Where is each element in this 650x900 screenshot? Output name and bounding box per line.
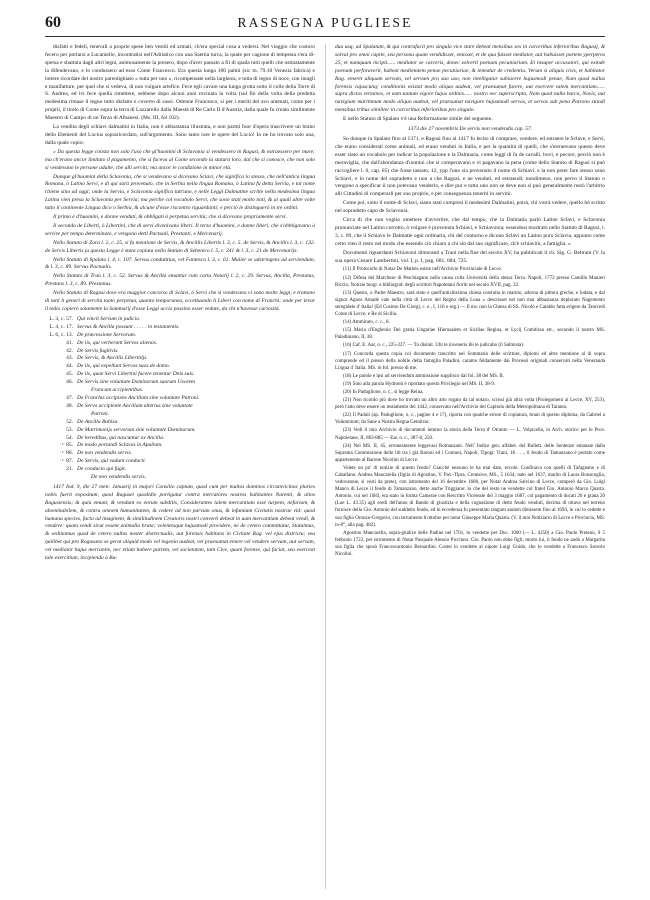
- paragraph: La vendita degli schiavi dalmatini in Italia, non è abbastanza illustrata, e non parmi fuor d'opera trascrivere un brano dello Elementi del Lucius sopraricordato, sull'argomento. Sono tanto rare le opere del Lucio! Io ne ho trovato solo una, dalla quale copio:: [45, 124, 315, 146]
- law-reference: 54.: [66, 434, 73, 441]
- law-list-item: [45, 355, 315, 363]
- page-number: 60: [45, 14, 61, 31]
- law-reference: 42.: [66, 347, 73, 354]
- law-title: De conducto qui fugit.: [77, 466, 127, 473]
- header-rule: [45, 36, 605, 37]
- law-title: Qui vincit Servum in judicio.: [77, 315, 141, 322]
- law-reference: 43.: [66, 355, 73, 362]
- footnote: (12) Difesa del Marchese di Peschiagano nella causa colla Università della stessa Terra. Napoli, 1772 presso Camillo Manieri Riccio, Notizie biogr. e bibliograf. degli scrittori Napoletani fioriti nel secolo XVII, pag. 32.: [335, 275, 605, 288]
- paragraph: Come poi, sotto il nome di Sclavi, siano stati compresi li medesimi Dalmatini, potrà, chi vorrà vedere, quello hò scritto nel sopradetto capo de Sclavonia.: [335, 200, 605, 215]
- page-header: [45, 14, 605, 36]
- law-title: De Servis sine voluntate Dominorum suorum Uxorem: [77, 379, 196, 386]
- footnote: (17) Concorda questa copia col documento trascritto nel Sommario delle scritture, diplomi ed altre mentione al di sopra comprende ed il presso della nobile della famiglia Paladini, caramo feldamente dai Processi originali conservati nella Veneranda Lingua d' Italia. MS. in fol. presso di me.: [335, 351, 605, 371]
- law-title: De Servo accipiente Ancillam alterius sine voluntate: [77, 402, 193, 409]
- law-reference: ☞ 86.: [59, 450, 73, 457]
- law-list-item: [45, 348, 315, 356]
- law-list-item: [45, 442, 315, 450]
- footnote: (16) Caf. E. Aar, o. c., 225-227. — Tu disinit. Ubi te inveneris ibi te judicabo (il Salmista).: [343, 343, 525, 349]
- quotation: « Da questa legge consta non solo l'uso che gl'huomini di Sclavonia si vendessero in Ragusi, & estraessero per mare; ma ch'erano ancor limitato il pagamento, che si faceva al Conte secondo la statura loro, dal che si conosce, che non solo si vendevano le persone adulte, che alli serviti; ma ancor le condizione in minor età.: [45, 148, 315, 171]
- law-title: Patroni.: [91, 410, 109, 417]
- law-reference: 46.: [66, 379, 73, 386]
- quotation: dua usq; ad Spalatum, & qui contrafacit pro singula vice stare debeat mensibus sex in carceribus inferioribus Ragusij, & solvat pro omni capite, seu persona quam vendidisset, emisset, et de qua fuisset mediator, aut habuisset partem yperperos 25, et numquam incipit...... mediator se carceris, donec solverit poenam pecuniariam. Et insuper accusatori, qui exinde poenam perforaverit, habeat medietatem penae pecuniariae, & teneatur de credentia. Verum si aliquis civis, et habitator Rag. emeret aliquam servam, vel servum pro suo uso, non intelligatur subiacere hujusmodi penae, Nam quod nullus forensis cujuscunq; conditionis existat modo aliquo audeat, vel praesumat facere, aut exercere talem mercantiam...... supra dictos terminos, et eam tantum vigore hujus ordinis...... nostro nec superscripta, Nam quod nulla barca, Navis, aut navigium maritimum modo aliquo audeat, vel praesumat navigare hujusmodi servos, et servas sub pena Patrono standi mensibus tribus similiter in carceribus inferioribus pro singulo.: [335, 44, 605, 114]
- law-title: De iis, qui verberant Servos alienos.: [77, 339, 158, 346]
- paragraph: disfatti e fedeli, tenevali a proprie spese ben vestiti ed armati, ch'era special cosa a vedersi. Nel viaggio che costoro fecero per portarsi a Lucaniello, incontratisi nell'Adriatico con una Saettia turca, la quale per cagione di tempesta s'era di-spersa e sbattuta dagli altri legni, animosamente la presero, dopo d'aver passato a fil di spada tutti quelli che ostinatamente la difendevano, e lo condussero ad esso Conte Francesco. Era questa lunga 100 palmi (sic m. 79.10 Venezia fabrica) e lottere ricordate del nostro parentighiato « tutta per uno », ricompensate nella largheza, e tutta di legno di noce, con intagli e manifatture, per quel che si vedeva, di non vulgare artefice. Fece egli cavare una lunga grotta sotto il colle della Torre di S. Andrea, ed ivi fece quella rimettere, sebbene dopo alcuni anni rovinata la volta (sul fin della volta della predetta medesima rimase il legno tutto disfatto e coverto di sassi. Ottenne Francesco, si per i meriti del avo antenati, come per i proprii, il titolo di Conte sopra la terra di Lazzarello dalla Maestà di Re Carlo II d'Austria, dalla quale fu creato similmente Maestro di Campo di un Terzo di Albanesi. (Ms. III, fol 102).: [45, 44, 315, 122]
- paragraph: Documenti riguardanti Schiavoni dimoranti a Trani nella fine del secolo XV, ha pubblicati il ch. Sig. G. Beltrani (V. la sua opera Cesare Lambertini, vol. I, p. I, pag. 681, 684, 725.: [335, 249, 605, 264]
- paragraph: Circa di che non voglio omettere d'avvertire, che dal tempo, che la Dalmatia parlò Latine Sclavi, e Sclavonia pronunciate nel Latino corrotto, ò volgare è provenuta Schiavi, e Schiavonia; essendosi mostrato nello Statuto di Ragusi, l. 3, c. 89, che il Schiavo le Dalmatie ogni ordinaria, chi del contorno e dicono Sclavi un Latino puro Sclavia, appunto come certo vien il resto nel modo che essendo ciò chiaro a chi sin dal suo significato, ch'è schiavitù, a famiglia. »: [335, 217, 605, 247]
- footnote: (20) In Paduglione, o. c., si legge Reina.: [343, 389, 424, 395]
- law-reference: 48.: [66, 402, 73, 409]
- quotation: Il primo è d'huomini, e donne venduti, & obbligati à perpetua servitù; che si dicevano propriamente servi.: [53, 214, 287, 221]
- law-list-item: [45, 458, 315, 466]
- quotation: Nello Statuto di Ragusi dove era maggior concorso di Sclavi, ò Servi che si vendevano vi sono molte leggi, e trattano di tutti li generi di servitù tanto perpetua, quanto temporanea, eccettuando li Liberi con nome di Franchi; onde per levar il tedio copierò solamente la Sommarij d'esse Leggi accio possino esser vedute, da chi n'havesse curiosità.: [45, 290, 315, 312]
- law-title: De præcessione Servorum.: [77, 331, 137, 338]
- law-reference: 47.: [66, 394, 73, 401]
- law-title: De non vendendis servis.: [91, 474, 146, 481]
- footnote: Volete un po' di notizie di questo feudo? Giacchè nessuno le ha mai date, eccole. Confinava con quelli di Tafagnano e di Caballano. Andrea Mancarella (figlio di Agostino, V. Pav.-Tipra, Cremsive, MS., 5 1634, nato nel 1637, marito di Laura Bonacoglia, vedovatone, si vesti da prete), con istromento del 16 decembre 1686, per Notar Andrea Salvino di Lecce, comperò da Gio. Luigi Manco di Lecce il feudo di Tamanzano, detto anche Triggiano: lo che del resto ne vendette col fratel Gio. Antonio Marco Quarta. Antonio, cui nel 1683, era stato in forma Camerae con Rescritto Vicereale del 3 maggio 1687, col pagamento di ducati 20 e grana 20 (Lue L. 43.35) agli eredi dell'anno di Bando di giustizia e della cognazione di detto feudo venduti, decima di ottava nel terreno fornisce della Gio. Antonio del suddetto feudo, ed in eccedenza fu presentato tangum aiulem dimissem fino al 1694, in cui lo cedette e suo figlio Oronzo-Gregorio, con istrumento 8 ottobre per notar Giuseppe Maria Quarta. (V. il mio Notiziario di Lecce e Provincia, MS. in-8°, alla pag. 482).: [335, 465, 605, 528]
- law-reference: 52.: [66, 418, 73, 425]
- law-title: Francam accipientibus.: [91, 387, 144, 394]
- quotation: Il secondo de Liberti, ò Libertini, che di servi divenivano liberi. Il terzo d'huomini, e donne liberi, che s'obbligavano à servire per tempo determinato, e vengono detti Pactuali, Prestanti, e Mercenarij.: [45, 222, 315, 237]
- right-column: [335, 44, 605, 892]
- law-list: [45, 316, 315, 482]
- law-list-item: [45, 395, 315, 403]
- quotation: Nello Statuto di Zara l. 2, c. 25, si fa mentione de Servis, & Ancillis Libertis l. 3, c. 5. de Servis, & Ancillis l. 3, c. 132. de Servis Libertis ja questa Legge è stata copiata nello Statuto di Sebenico l. 5, c. 341 & l. 3, c. 21 de Mercenarijs.: [45, 239, 315, 254]
- footnote: (11) Il Protocollo di Notar De Matteis esiste nell'Archivio Provinciale di Lecce.: [343, 267, 503, 273]
- section-heading: 1373 die 27 novembris De servis non vendendis cap. 57.: [407, 126, 533, 133]
- law-list-item: [45, 466, 315, 474]
- footnote: (14) Ammirato, c. c., 8.: [343, 320, 390, 326]
- footnote: (23) Vedi il mio Archivio di documenti intorno la storia della Terra d' Otranto — L. Volpicella, in Arch. storico per le Prov. Napoletane, II, 883-885 — Ear. o. c., 387-8, 250.: [335, 428, 605, 441]
- law-reference: L. 6, c. 13.: [49, 331, 73, 338]
- footnote: (18) Le parole e ipsi ad serviendum ammissione supplisco dal fol. 38 del MS. II.: [343, 373, 504, 379]
- law-reference: ☞ 87.: [59, 458, 73, 465]
- law-title: Servus & Ancilla possunt . . . . . in testamentis.: [77, 323, 180, 330]
- law-list-item: [45, 316, 315, 324]
- law-list-item: [45, 427, 315, 435]
- quotation: Nello Statuto di Traù l. 3, c. 52. Servus & Ancilla emantur cum carta Notarij l. 2, c. 29. Servus, Ancilla, Prestatus, Prestans l. 3, c. 89. Prestanus.: [45, 273, 315, 288]
- law-reference: 45.: [66, 371, 73, 378]
- law-list-item: [45, 419, 315, 427]
- law-title: De non vendendis servis.: [77, 450, 132, 457]
- law-list-item: [45, 435, 315, 443]
- paragraph: So dunque in Spalato fino al 1371, e Ragusi fino al 1417 fu lecito di comprare, vendere, ed estraere le Sclave, e Servi, che erano considerati come animali, ed erano venduti in Italia, e per la quantità di quelli, che s'estraevano questo deve esser stato un vocabolo per indicar la popolazione e la Dalmazia, come leggi di fa de cavalli, bovi, e pecore, perciò non è meraviglia, che dall'abondanza d'uomini che si comperavano e vi pagavano la pena (come dello Statuto di Ragusi si può raccogliere l. 6, cap. 85) che fosse tassato, 12, ypp l'uno sia provenuto il nome di Schiavi, e la non poter fare stesso sono Schiavi, e lo nome del sopradetto e non a che Ragusi, e ne venduti, ed estraendi; nondimeno, non pervo il Statuto o vengono a specificar il non potevano venderlo, e dire pur e tutto uno non se deve non si può generalmente restò l'arbitrio alli Cittadini di comperarli per suo proprio, e per conseguenza teneriti in servitù.: [335, 135, 605, 198]
- quotation: Dunque gl'huomini della Sclavonia, che si vendevano si dicevano Sclavi, che significa lo stesso, che nell'antica lingua Romana, ò Latino Servi, e di qui sarà provenuto, che in Serbia nella lingua Romana, ò Latina fu detta Servia, e tal nome ritiene sino ad oggi; onde la Servia, e Sclavonia significa tutt'uno, e nelle Leggi Dalmatine scritte nella medesima lingua Latina vien presa la Sclavonia per Servia; ma perche col vocabolo Servi, che sono stati molto noti, & ai quali altre volte tutto il continente Lingua dico o Serbia, & alcune d'esse riscontro riguardanti; e perciò le distinguerò in tre ordini.: [45, 173, 315, 212]
- law-title: De Matrimonijs servorum sine voluntate Dominorum.: [77, 426, 196, 433]
- law-list-item: [45, 332, 315, 340]
- quotation: Nello Statuto di Spalato l. 4, c. 107. Servus condutitius, vel Fantesca l. 3, c. 61. Mulier se adstringens ad serviendum, & l. 3, c. 89. Servus Pactualis.: [45, 256, 315, 271]
- paragraph: E nello Statuto di Spalato v'è una Reformatione simile del seguente.: [343, 116, 493, 123]
- running-title: RASSEGNA PUGLIESE: [237, 15, 413, 30]
- law-reference: [45, 387, 77, 395]
- law-list-item: [45, 363, 315, 371]
- law-list-item: [45, 450, 315, 458]
- law-title: De iis, qui expellunt Servos suos de domo.: [77, 363, 171, 370]
- law-reference: ☞ 85.: [59, 442, 73, 449]
- law-list-item: [45, 340, 315, 348]
- law-reference: L. 3, c. 57.: [49, 315, 73, 322]
- law-title: De iis, quae Servi Libertini facere tenentur Dnis suis.: [77, 371, 195, 378]
- law-reference: [45, 474, 77, 482]
- law-reference: [45, 411, 77, 419]
- footnote: (21) Non ricordo più dove ho trovato un altro atto rogato da tal notaro, scrissi già altra volta (Prolegomeni ai Lecce, XV, 253), però l'atto deve essere un testamento del 1442, conservato nell'Archivio del Capitolo della Metropolitana di Taranto.: [335, 398, 605, 411]
- left-column: [45, 44, 315, 892]
- law-reference: 21.: [66, 466, 73, 473]
- footnote: (24) Nel MS. II, 45, erroneamente leggevasi Romanzani. Nell' Indice gen. alfabet. del Bullett. delle Sentenze emanate dalla Suprema Commissione delle liti tra i già Baroni ed i Comuni, Napoli, Tipogr. Trani, 18 . . ., il feudo di Tamanzano è portato come appartenente al Barone Nicolini di Lecce.: [335, 443, 605, 463]
- law-title: De modo portandi Sclavos in Apuliam.: [77, 442, 163, 449]
- law-title: De Servis, qui vadunt conducti.: [77, 458, 147, 465]
- law-list-item: [45, 379, 315, 387]
- law-list-item: [45, 371, 315, 379]
- law-reference: 41.: [66, 339, 73, 346]
- column-divider: [325, 44, 326, 889]
- footnote: (22) Il Paduli (ap. Paduglione, o. c., pagine 4 e 17), riporta con qualche errore di copiatura, brani di questo diploma, da Gabriel a Volumnium; da Sane a Nostra Regna Gemitras.: [335, 413, 605, 426]
- law-list-item: [45, 403, 315, 411]
- law-title: De Servis fugitivis.: [77, 347, 119, 354]
- law-list-item: [45, 474, 315, 482]
- law-title: De Servis, & Ancillis Libertitijs.: [77, 355, 148, 362]
- law-reference: L. 4, c. 17.: [49, 323, 73, 330]
- footnote: (15) Maria d'Enghenio Dei gratia Ungariae Hierusalem et Siciliae Regina, et Lycij Comitissa etc., secondo il nostro MS. Paladiniano, II, 38.: [335, 328, 605, 341]
- law-reference: 53.: [66, 426, 73, 433]
- quotation: 1417 Ind. 9, die 27 men: Januarij in majori Consilio captum, quod cum per multos dominos circumvicinos pluries nobis fuerit expositum, quod Ragusei quodidie portigatur contra mercatores nostros habitantes Narenti, & altos Ragusiensis; & quia emunt, & vendunt ex eorum subditis, Considerantes talem mercantiam esse turpem, nefariam, & abominabilem, & contra omnem humanitatem, & cedere ad non parvum onus, & infamiam Civitatis nostrae vid: quod humana species, facta ad imaginem, & similitudinem Creatoris nostri converti debeat in uam mercantiam debeat vendi, & vendere: quam vendi sicut essent animalia bruta; volentesque hujusmodi providere, ne de cetero committatur, Statuimus, & ordinamus quod de cetero nullus noster distrectualis, aut forensis habitans in Civitate Rag. vel ejus districtu; seu quilibet qui pro Rogusano se gerat aliquid modo vel ingenio audeat, vel praesumat emere vel vendere servum, aut servam, vel mediator hujus mercantie, nec etiam habere partem, vel societatem, tam Cive, quam forense, qui faciat, seu exerceat tale exercitium, incipiendo à Bu-: [45, 483, 315, 562]
- law-list-item: [45, 387, 315, 395]
- law-reference: 44.: [66, 363, 73, 370]
- footnote: Agostino Mancarella, sopra-giudice delle Padine nel 1701, lo vendette per Duc. 1000 (— L. 4250) a Gio. Paolo Preteno, il 5 febbraio 1722, per istromento di Notar Pasquale Alessio Piccinno. Gio. Paolo non ebbe figli; morto lui, il feudo ne andò a Margarita sua figlia che sposò Francescantonio Bernardini. Costei lo vendette al nipote Luigi Guido, che lo vendette a Francesco Saverio Nicolini.: [335, 530, 605, 558]
- law-list-item: [45, 411, 315, 419]
- footnote: (13) Questo, o Padre Maestro, sarà stato e quell'antichissima chiesa costruita in marmo, adorna di pittura greche, e lodata, e dal signor Agnus Amadè vale nella città di Lecce del Regno della Luna » descrisset nel non mai abbastanza deplorato Nagemento seregidele d' Italia! (Ed Cosimo De Giorgi, c. e., I, 118 e seg.) — Il ms. non la Chiesa di SS. Nicolò e Cataldo fatta erigere da Tancredi Conte di Lecce, e Re di Sicilia.: [335, 290, 605, 318]
- footnotes: [335, 266, 605, 558]
- footnote: (19) Sino alla parola Hydronti è riportato questo Privilegio nel MS. II, 38-9.: [343, 381, 496, 387]
- law-title: De heredibus, qui nascuntur ex Ancilla.: [77, 434, 165, 441]
- law-list-item: [45, 324, 315, 332]
- law-title: De Franchis accipiens Ancillam sine voluntate Patroni.: [77, 394, 200, 401]
- law-title: De Ancilla Babiza.: [77, 418, 119, 425]
